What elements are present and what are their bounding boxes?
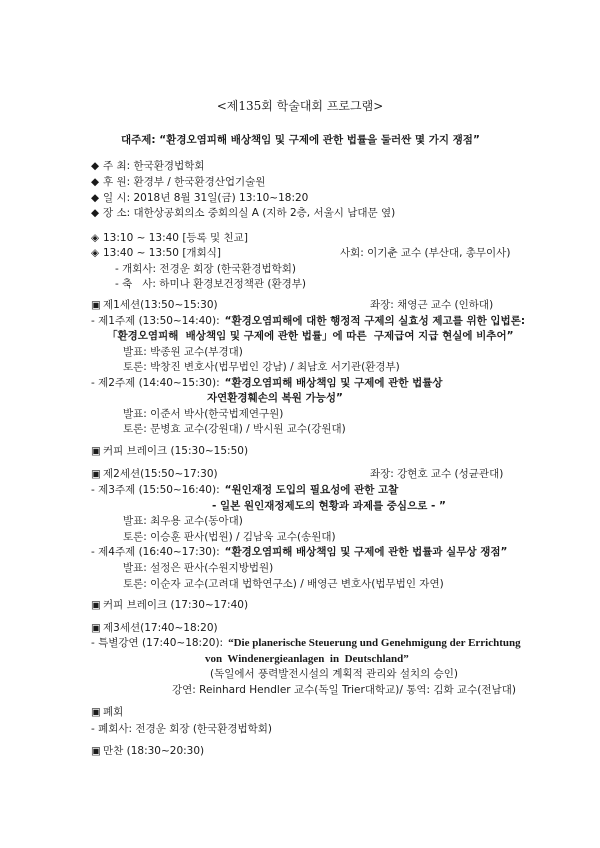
topic-3-label: - 제3주제 (15:50~16:40): [91,484,220,496]
topic-4-line [91,545,507,559]
info-sponsor [91,175,265,189]
opening-address: - 개회사: 전경운 회장 (한국환경법학회) [115,263,297,275]
session-1-chair: 좌장: 채영근 교수 (인하대) [370,299,494,311]
dinner-text: 만찬 (18:30~20:30) [103,745,205,757]
info-date-text: 일 시: 2018년 8월 31일(금) 13:10~18:20 [103,192,309,204]
square-bullet-icon: ▣ [91,599,101,611]
session-3-heading [91,621,218,635]
topic-1-label: - 제1주제 (13:50~14:40): [91,315,220,327]
topic-2-presenter: 발표: 이준서 박사(한국법제연구원) [123,408,284,420]
info-venue-text: 장 소: 대한상공회의소 중회의실 A (지하 2층, 서울시 남대문 옆) [103,207,396,219]
diamond-bullet-icon: ◆ [91,207,100,219]
closing-speech: - 폐회사: 전경운 회장 (한국환경법학회) [91,723,273,735]
topic-2-label: - 제2주제 (14:40~15:30): [91,377,220,389]
dinner-line [91,744,204,758]
session-2-title: 제2세션(15:50~17:30) [103,468,218,480]
topic-4-presenter: 발표: 설정은 판사(수원지방법원) [123,562,274,574]
diamond-dot-bullet-icon: ◈ [91,247,100,259]
session-1-heading [91,298,218,312]
opening-congratulations: - 축 사: 하미나 환경보건정책관 (환경부) [115,278,307,290]
diamond-dot-bullet-icon: ◈ [91,232,100,244]
coffee-break-2 [91,598,248,612]
square-bullet-icon: ▣ [91,745,101,757]
square-bullet-icon: ▣ [91,622,101,634]
topic-1-title: “환경오염피해에 대한 행정적 구제의 실효성 제고를 위한 입법론: [224,315,526,327]
coffee-break-1-text: 커피 브레이크 (15:30~15:50) [103,445,249,457]
special-lecture-translation: (독일에서 풍력발전시설의 계획적 관리와 설치의 승인) [210,668,459,680]
registration-text: 13:10 ~ 13:40 [등록 및 친교] [103,232,248,244]
main-theme: 대주제: “환경오염피해 배상책임 및 구제에 관한 법률을 둘러싼 몇 가지 쟁점” [121,134,480,146]
topic-3-line [91,483,398,497]
topic-1-discussants: 토론: 박창진 변호사(법무법인 강남) / 최남호 서기관(환경부) [123,361,400,373]
topic-3-subtitle: - 일본 원인재정제도의 현황과 과제를 중심으로 - ” [212,500,446,512]
info-date [91,191,308,205]
topic-2-title: “환경오염피해 배상책임 및 구제에 관한 법률상 [224,377,443,389]
topic-2-discussants: 토론: 문병효 교수(강원대) / 박시원 교수(강원대) [123,423,346,435]
opening-line [91,246,221,260]
page-title: <제135회 학술대회 프로그램> [216,99,384,113]
square-bullet-icon: ▣ [91,468,101,480]
square-bullet-icon: ▣ [91,445,101,457]
diamond-bullet-icon: ◆ [91,176,100,188]
closing-title: 폐회 [103,706,124,718]
special-lecture-title: “Die planerische Steuerung und Genehmigung der Errichtung [228,637,521,649]
session-2-heading [91,467,218,481]
diamond-bullet-icon: ◆ [91,192,100,204]
topic-3-discussants: 토론: 이승훈 판사(법원) / 김남욱 교수(송원대) [123,531,336,543]
topic-4-discussants: 토론: 이순자 교수(고려대 법학연구소) / 배영근 변호사(법무법인 자연) [123,578,444,590]
topic-3-presenter: 발표: 최우용 교수(동아대) [123,515,243,527]
topic-1-line [91,314,525,328]
opening-host: 사회: 이기춘 교수 (부산대, 총무이사) [340,247,511,259]
session-3-title: 제3세션(17:40~18:20) [103,622,218,634]
square-bullet-icon: ▣ [91,706,101,718]
session-1-title: 제1세션(13:50~15:30) [103,299,218,311]
info-organizer [91,159,205,173]
info-organizer-text: 주 최: 한국환경법학회 [103,160,205,172]
square-bullet-icon: ▣ [91,299,101,311]
topic-2-title-cont: 자연환경훼손의 복원 가능성” [207,392,343,404]
session-2-chair: 좌장: 강현호 교수 (성균관대) [370,468,504,480]
topic-2-line [91,376,443,390]
closing-heading [91,705,123,719]
topic-3-title: “원인재정 도입의 필요성에 관한 고찰 [224,484,399,496]
info-venue [91,206,395,220]
opening-text: 13:40 ~ 13:50 [개회식] [103,247,221,259]
topic-4-label: - 제4주제 (16:40~17:30): [91,546,220,558]
topic-4-title: “환경오염피해 배상책임 및 구제에 관한 법률과 실무상 쟁점” [224,546,508,558]
special-lecture-line [91,636,521,650]
special-lecture-speaker: 강연: Reinhard Hendler 교수(독일 Trier대학교)/ 통역: 김화 교수(전남대) [172,684,516,696]
special-lecture-title-cont: von Windenergieanlagen in Deutschland” [205,653,409,665]
diamond-bullet-icon: ◆ [91,160,100,172]
coffee-break-1 [91,444,248,458]
special-lecture-label: - 특별강연 (17:40~18:20): [91,637,224,649]
info-sponsor-text: 후 원: 환경부 / 한국환경산업기술원 [103,176,266,188]
registration-line [91,231,248,245]
coffee-break-2-text: 커피 브레이크 (17:30~17:40) [103,599,249,611]
topic-1-presenter: 발표: 박종원 교수(부경대) [123,346,243,358]
topic-1-title-cont: 「환경오염피해 배상책임 및 구제에 관한 법률」에 따른 구제급여 지급 현실에 비추어” [107,330,514,342]
